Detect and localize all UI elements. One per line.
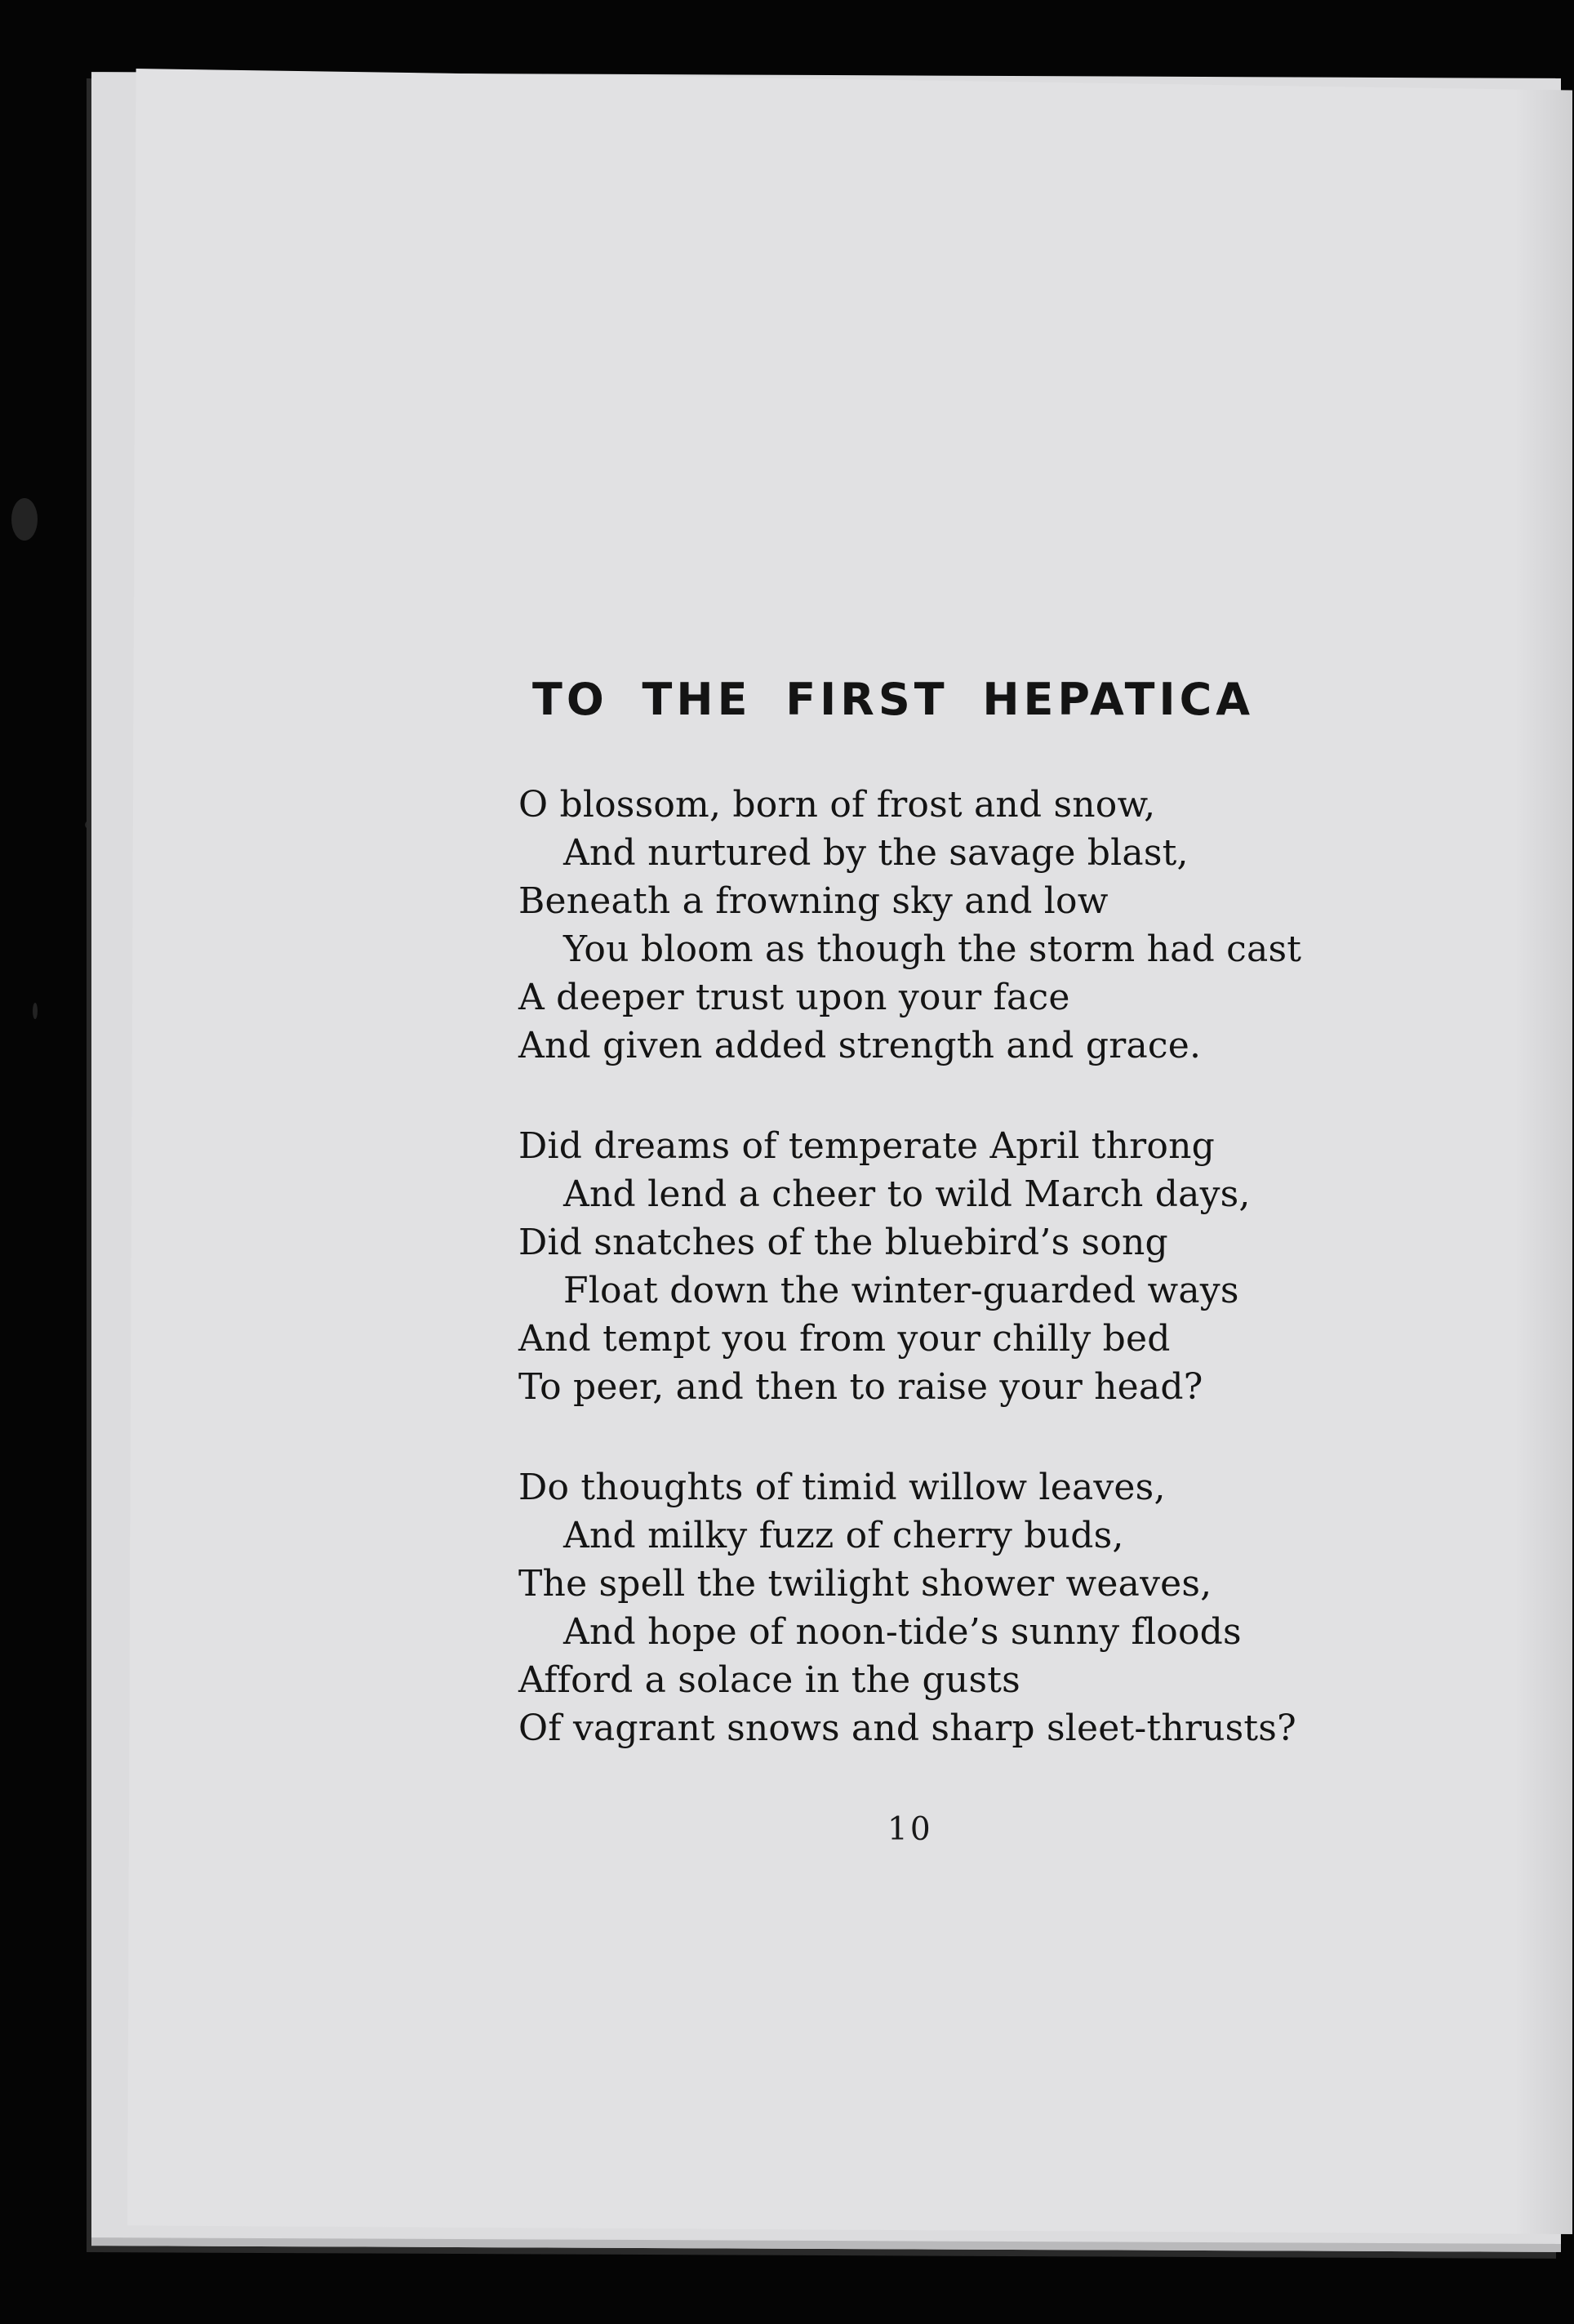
poem-line: And hope of noon-tide’s sunny floods bbox=[563, 1611, 1242, 1653]
poem-line: To peer, and then to raise your head? bbox=[518, 1366, 1203, 1408]
poem-line: Float down the winter-guarded ways bbox=[563, 1270, 1239, 1311]
poem-line: The spell the twilight shower weaves, bbox=[518, 1563, 1212, 1605]
poem bbox=[518, 674, 1433, 1805]
stanza-2 bbox=[518, 1122, 1433, 1411]
poem-line: Do thoughts of timid willow leaves, bbox=[518, 1467, 1166, 1508]
page-number: 10 bbox=[887, 1811, 933, 1848]
poem-line: And given added strength and grace. bbox=[518, 1025, 1202, 1066]
poem-line: Beneath a frowning sky and low bbox=[518, 880, 1109, 922]
poem-line: Afford a solace in the gusts bbox=[518, 1659, 1020, 1701]
poem-line: Did snatches of the bluebird’s song bbox=[518, 1222, 1168, 1263]
poem-line: Of vagrant snows and sharp sleet-thrusts? bbox=[518, 1707, 1296, 1749]
poem-line: And nurtured by the savage blast, bbox=[563, 832, 1189, 874]
poem-line: And tempt you from your chilly bed bbox=[518, 1318, 1171, 1360]
stanza-3 bbox=[518, 1463, 1433, 1752]
page-edge-shadow bbox=[1515, 69, 1572, 2234]
poem-line: O blossom, born of frost and snow, bbox=[518, 784, 1156, 826]
poem-line: And lend a cheer to wild March days, bbox=[563, 1173, 1251, 1215]
scan-dust-mark bbox=[11, 498, 38, 541]
poem-title: TO THE FIRST HEPATICA bbox=[532, 674, 1254, 725]
scan-dust-mark bbox=[33, 1003, 38, 1019]
poem-line: Did dreams of temperate April throng bbox=[518, 1125, 1215, 1167]
poem-line: A deeper trust upon your face bbox=[518, 977, 1070, 1018]
poem-line: And milky fuzz of cherry buds, bbox=[563, 1515, 1124, 1556]
poem-line: You bloom as though the storm had cast bbox=[563, 928, 1302, 970]
stanza-1 bbox=[518, 781, 1433, 1070]
